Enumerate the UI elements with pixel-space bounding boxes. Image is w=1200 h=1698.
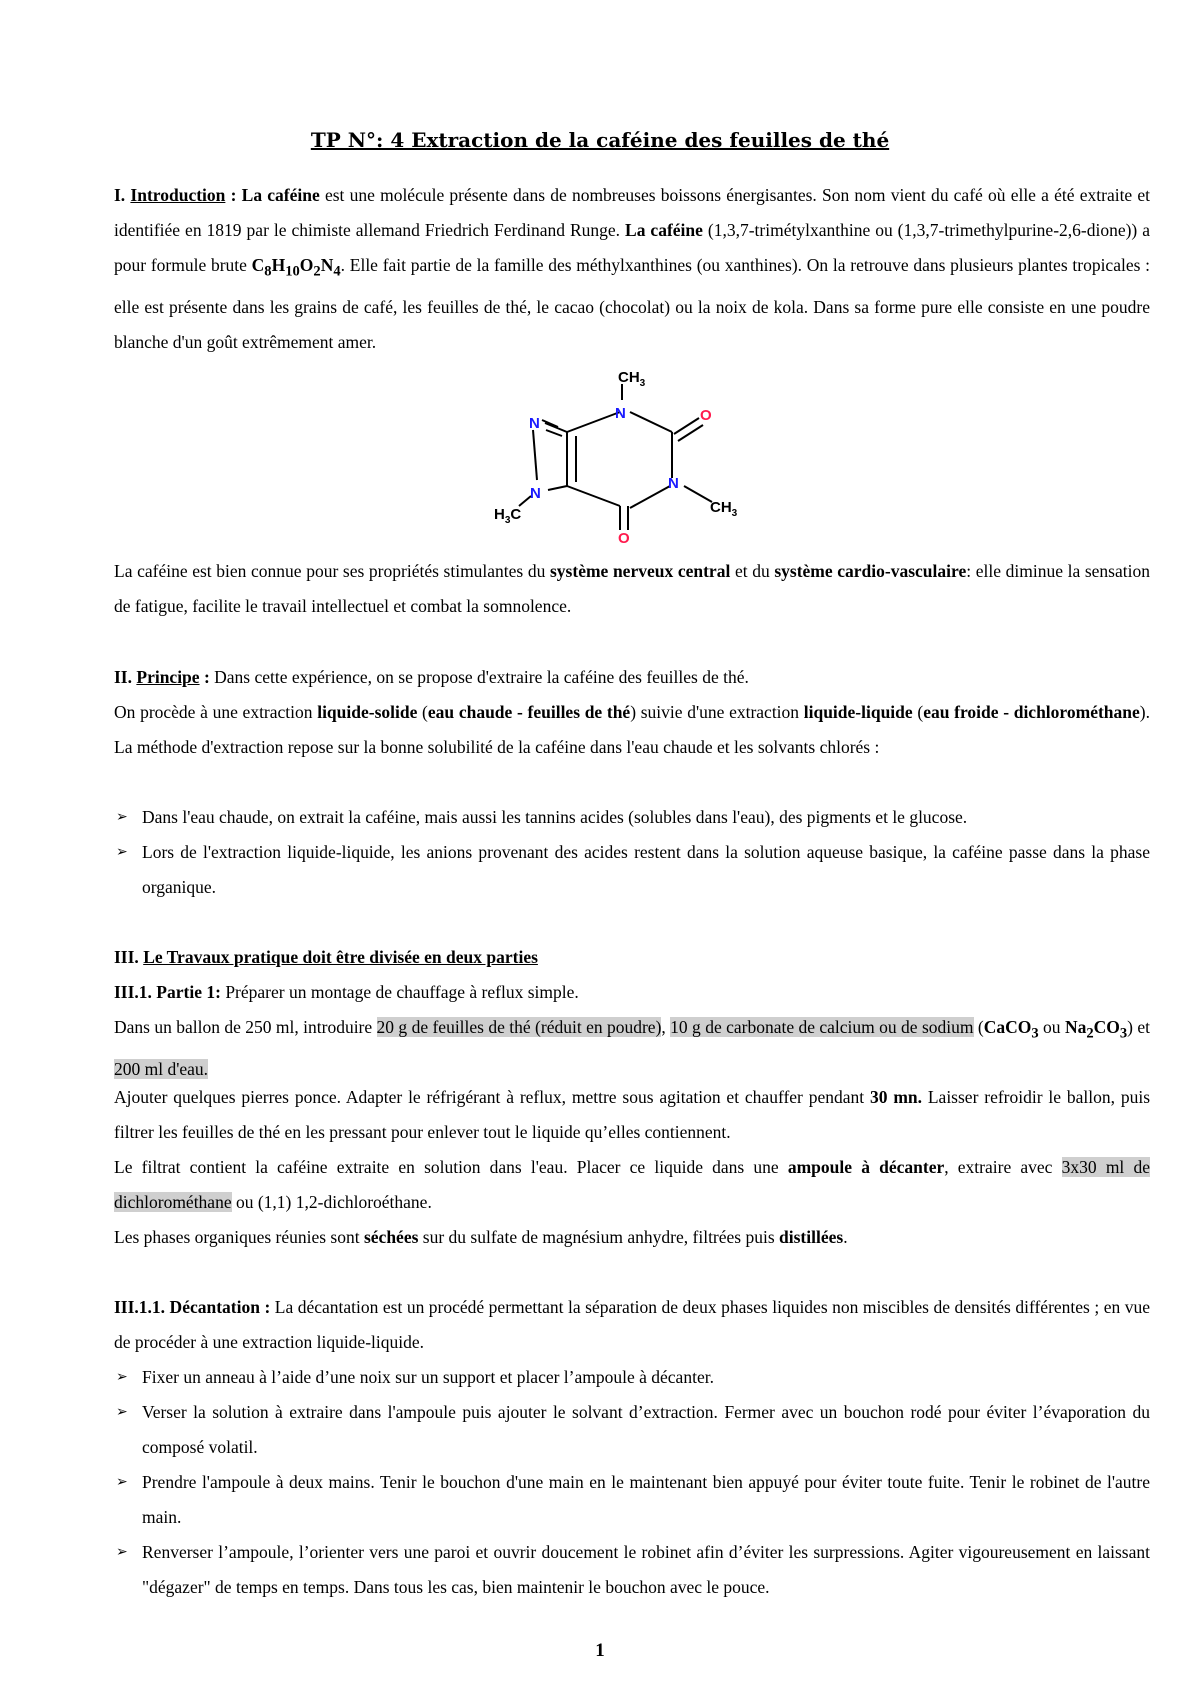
travaux-paragraph-1: Dans un ballon de 250 ml, introduire 20 g de feuilles de thé (réduit en poudre), 10 g de carbonate de calcium ou de sodium (CaCO$_3$ ou $Na_2CO_3$) et 200 ml d'eau. [114,1017,1151,1079]
principe-bullet: ➢ Dans l'eau chaude, on extrait la caféine, mais aussi les tannins acides (solubles dans l'eau), des pigments et le glucose. [114,800,1150,835]
bullet-arrow-icon: ➢ [116,1544,128,1560]
ch3-top-label: $CH_3$ [618,369,646,389]
highlight-dcm-volume: 3x30 ml de dichlorométhane [114,1157,1150,1212]
highlight-tea-amount: 20 g de feuilles de thé (réduit en poudre) [376,1017,662,1037]
intro-paragraph [114,178,1150,360]
bullet-arrow-icon: ➢ [116,809,128,825]
effects-paragraph [114,554,1150,624]
o-bottom-label: O [618,530,630,546]
decantation-heading: III.1.1. Décantation : [114,1297,271,1317]
travaux-paragraph-3: Le filtrat contient la caféine extraite en solution dans l'eau. Placer ce liquide dans une ampoule à décanter, extraire avec 3x30 ml de dichlorométhane ou (1,1) 1,2-dichloroéthane. [114,1157,1150,1212]
intro-text-1: est une molécule présente dans de nombreuses boissons énergisantes. Son nom vient du café où elle a été extraite et identifiée en 1819 par le chimiste allemand Friedrich Ferdinand Runge. [114,185,1151,240]
principe-bullet: ➢ Lors de l'extraction liquide-liquide, les anions provenant des acides restent dans la solution aqueuse basique, la caféine passe dans la phase organique. [114,835,1150,905]
highlight-water-amount: 200 ml d'eau. [114,1058,209,1079]
effects-text-2: et du [730,561,775,581]
h3c-label: $H_3C$ [494,506,522,526]
n-top-label: N [615,405,626,422]
bullet-arrow-icon: ➢ [116,1404,128,1420]
partie-1-text: Préparer un montage de chauffage à reflux simple. [220,982,579,1002]
effects-text-3: : elle diminue la sensation de fatigue, facilite le travail intellectuel et combat la somnolence. [114,561,1150,616]
bullet-arrow-icon: ➢ [116,1369,128,1385]
travaux-paragraph-2: Ajouter quelques pierres ponce. Adapter le réfrigérant à reflux, mettre sous agitation et chauffer pendant 30 mn. Laisser refroidir le ballon, puis filtrer les feuilles de thé en les pressant pour enlever tout le liquide qu’elles contiennent. [114,1087,1151,1142]
page-number: 1 [595,1640,605,1661]
caffeine-formula: $C_8H_{10}O_2N_4$ [251,255,341,280]
caffeine-structure-diagram [490,362,760,546]
travaux-paragraph-4: Les phases organiques réunies sont séchées sur du sulfate de magnésium anhydre, filtrées puis distillées. [114,1227,848,1247]
principe-heading-line [114,660,1150,695]
decantation-text: La décantation est un procédé permettant la séparation de deux phases liquides non miscibles de densités différentes ; en vue de procéder à une extraction liquide-liquide. [114,1297,1150,1352]
travaux-heading-line [114,940,1150,975]
effects-bold-1: système nerveux central [550,561,731,581]
n-left-bottom-label: N [530,485,541,502]
decantation-paragraph [114,1290,1150,1360]
decantation-bullet: ➢ Prendre l'ampoule à deux mains. Tenir le bouchon d'une main en le maintenant bien appuyé pour éviter toute fuite. Tenir le robinet de l'autre main. [114,1465,1150,1535]
n-left-top-label: N [529,415,540,432]
travaux-number: III. [114,947,139,967]
effects-bold-2: système cardio-vasculaire [774,561,967,581]
n-right-label: N [668,475,679,492]
principe-number: II. [114,667,132,687]
partie-1-line [114,975,1150,1010]
intro-number: I. [114,185,126,205]
ch3-right-label: $CH_3$ [710,499,738,519]
decantation-bullet: ➢ Renverser l’ampoule, l’orienter vers une paroi et ouvrir doucement le robinet afin d’éviter les surpressions. Agiter vigoureusement en laissant "dégazer" de temps en temps. Dans tous les cas, bien maintenir le bouchon avec le pouce. [114,1535,1150,1605]
intro-colon: : [225,185,237,205]
intro-heading: Introduction [130,185,226,205]
principe-heading: Principe [136,667,200,687]
intro-text-3: . Elle fait partie de la famille des méthylxanthines (ou xanthines). On la retrouve dans plusieurs plantes tropicales : elle est présente dans les grains de café, les feuilles de thé, le cacao (chocolat) ou la noix de kola. Dans sa forme pure elle consiste en une poudre blanche d'un goût extrêmement amer. [114,255,1151,352]
principe-text: Dans cette expérience, on se propose d'extraire la caféine des feuilles de thé. [209,667,749,687]
bullet-arrow-icon: ➢ [116,1474,128,1490]
principe-colon: : [199,667,210,687]
intro-text-2: (1,3,7-trimétylxanthine ou (1,3,7-trimethylpurine-2,6-dione)) a pour formule brute [114,220,1151,275]
page-title: TP N°: 4 Extraction de la caféine des feuilles de thé [310,128,890,152]
partie-1-heading: III.1. Partie 1: [114,982,221,1002]
formula-caco3: CaCO$_3$ [983,1017,1039,1042]
intro-bold-1: La caféine [241,185,320,205]
bullet-arrow-icon: ➢ [116,844,128,860]
intro-bold-2: La caféine [625,220,703,240]
principe-paragraph: On procède à une extraction liquide-solide (eau chaude - feuilles de thé) suivie d'une extraction liquide-liquide (eau froide - dichlorométhane). La méthode d'extraction repose sur la bonne solubilité de la caféine dans l'eau chaude et les solvants chlorés : [114,702,1150,757]
decantation-bullet: ➢ Fixer un anneau à l’aide d’une noix sur un support et placer l’ampoule à décanter. [114,1360,1150,1395]
effects-text-1: La caféine est bien connue pour ses propriétés stimulantes du [114,561,550,581]
travaux-heading: Le Travaux pratique doit être divisée en deux parties [143,947,538,967]
o-right-label: O [700,407,712,424]
formula-na2co3: $Na_2CO_3$ [1064,1017,1128,1042]
decantation-bullet: ➢ Verser la solution à extraire dans l'ampoule puis ajouter le solvant d’extraction. Fermer avec un bouchon rodé pour éviter l’évaporation du composé volatil. [114,1395,1150,1465]
highlight-carbonate-amount: 10 g de carbonate de calcium ou de sodium [670,1017,974,1037]
